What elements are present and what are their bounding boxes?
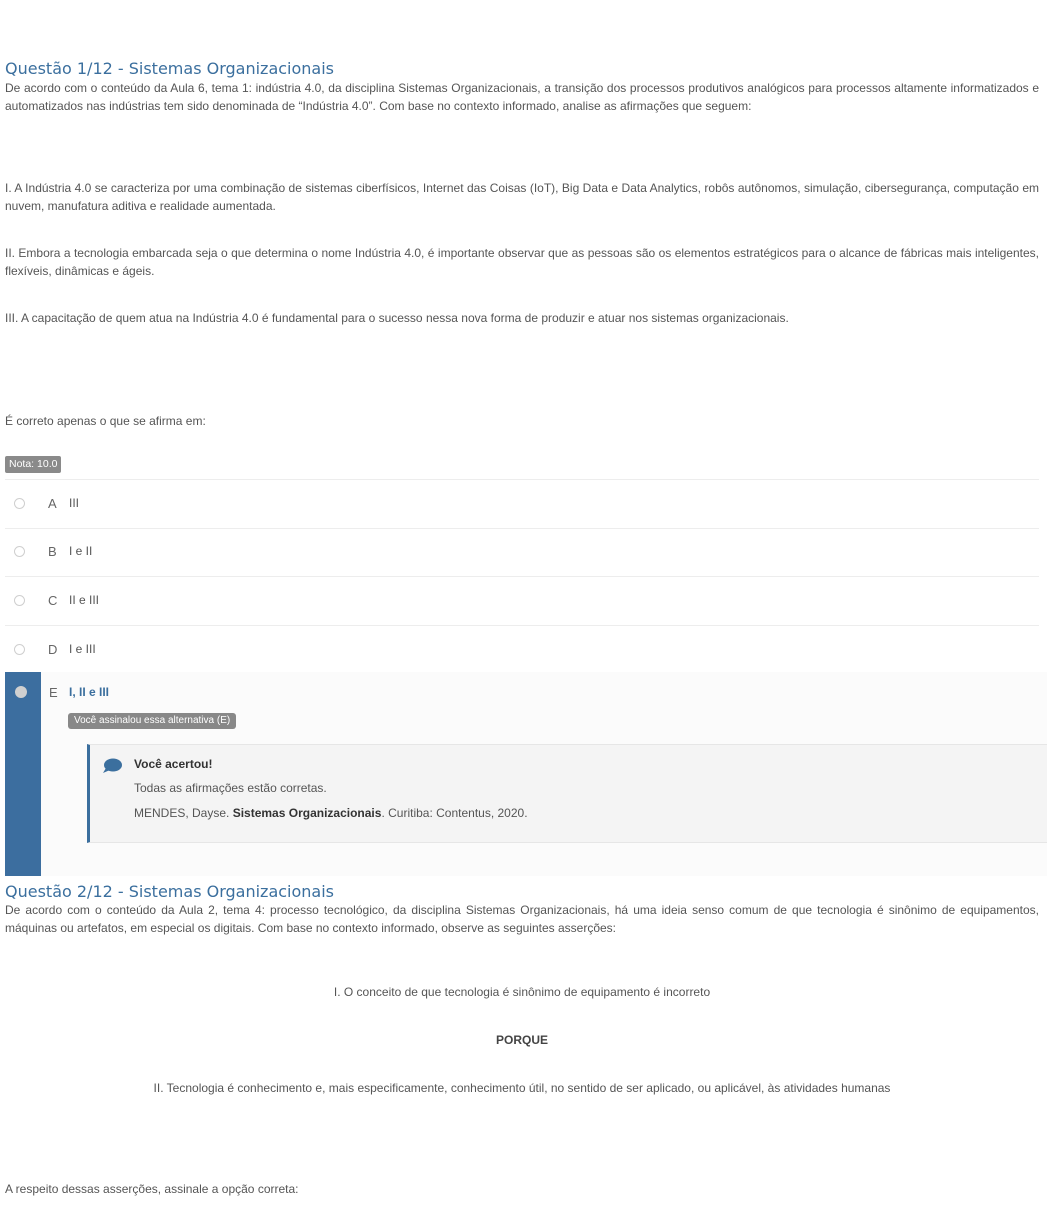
question-2-title: Questão 2/12 - Sistemas Organizacionais: [5, 882, 335, 901]
question-2-connector: PORQUE: [495, 1033, 548, 1047]
selected-answer-badge: Você assinalou essa alternativa (E): [68, 713, 236, 729]
question-2-assertion-2: II. Tecnologia é conhecimento e, mais especificamente, conhecimento útil, no sentido de ser aplicado, ou aplicável, às atividades humanas: [153, 1081, 891, 1095]
radio-selected-icon[interactable]: [15, 686, 27, 698]
question-1-statement-1: I. A Indústria 4.0 se caracteriza por uma combinação de sistemas ciberfísicos, Internet das Coisas (IoT), Big Data e Data Analytics, robôs autônomos, simulação, cibersegurança, computação em nuvem, manufatura aditiva e realidade aumentada.: [5, 181, 1039, 213]
option-b[interactable]: [5, 528, 1039, 577]
question-1-intro: De acordo com o conteúdo da Aula 6, tema 1: indústria 4.0, da disciplina Sistemas Organizacionais, a transição dos processos produtivos analógicos para processos altamente informatizados e automatizados nas indústrias tem sido denominada de “Indústria 4.0”. Com base no contexto informado, analise as afirmações que seguem:: [5, 81, 1039, 113]
feedback-reference: [134, 806, 528, 820]
reference-title: Sistemas Organizacionais: [232, 806, 382, 820]
option-letter: A: [48, 496, 57, 511]
feedback-box: [87, 744, 1047, 843]
speech-bubble-icon: [102, 758, 122, 774]
option-letter: E: [49, 685, 58, 700]
question-1-statement-3: III. A capacitação de quem atua na Indústria 4.0 é fundamental para o sucesso nessa nova forma de produzir e atuar nos sistemas organizacionais.: [5, 311, 789, 325]
radio-icon[interactable]: [14, 595, 25, 606]
option-letter: D: [48, 642, 58, 657]
feedback-title: Você acertou!: [134, 757, 213, 771]
feedback-text: Todas as afirmações estão corretas.: [134, 781, 327, 795]
selected-indicator-bar: [5, 672, 41, 876]
option-text: III: [69, 496, 80, 510]
reference-publisher: . Curitiba: Contentus, 2020.: [381, 806, 528, 820]
option-text: II e III: [69, 593, 100, 607]
option-a[interactable]: [5, 479, 1039, 529]
reference-author: MENDES, Dayse.: [134, 806, 233, 820]
option-c[interactable]: [5, 577, 1039, 626]
radio-icon[interactable]: [14, 546, 25, 557]
question-2-assertion-1: I. O conceito de que tecnologia é sinônimo de equipamento é incorreto: [333, 985, 711, 999]
option-e-text: I, II e III: [69, 685, 110, 699]
option-letter: C: [48, 593, 58, 608]
question-2-prompt: A respeito dessas asserções, assinale a opção correta:: [5, 1182, 299, 1196]
option-text: I e III: [69, 642, 96, 656]
option-letter: B: [48, 544, 57, 559]
question-1-title: Questão 1/12 - Sistemas Organizacionais: [5, 59, 335, 78]
radio-icon[interactable]: [14, 498, 25, 509]
option-text: I e II: [69, 544, 93, 558]
question-1-prompt: É correto apenas o que se afirma em:: [5, 414, 206, 428]
radio-icon[interactable]: [14, 644, 25, 655]
grade-badge: Nota: 10.0: [5, 456, 61, 473]
question-2-intro: De acordo com o conteúdo da Aula 2, tema 4: processo tecnológico, da disciplina Sistemas Organizacionais, há uma ideia senso comum de que tecnologia é sinônimo de equipamentos, máquinas ou artefatos, em especial os digitais. Com base no contexto informado, observe as seguintes asserções:: [5, 903, 1039, 935]
question-1-statement-2: II. Embora a tecnologia embarcada seja o que determina o nome Indústria 4.0, é importante observar que as pessoas são os elementos estratégicos para o alcance de fábricas mais inteligentes, flexíveis, dinâmicas e ágeis.: [5, 246, 1039, 278]
option-d[interactable]: [5, 626, 1039, 675]
